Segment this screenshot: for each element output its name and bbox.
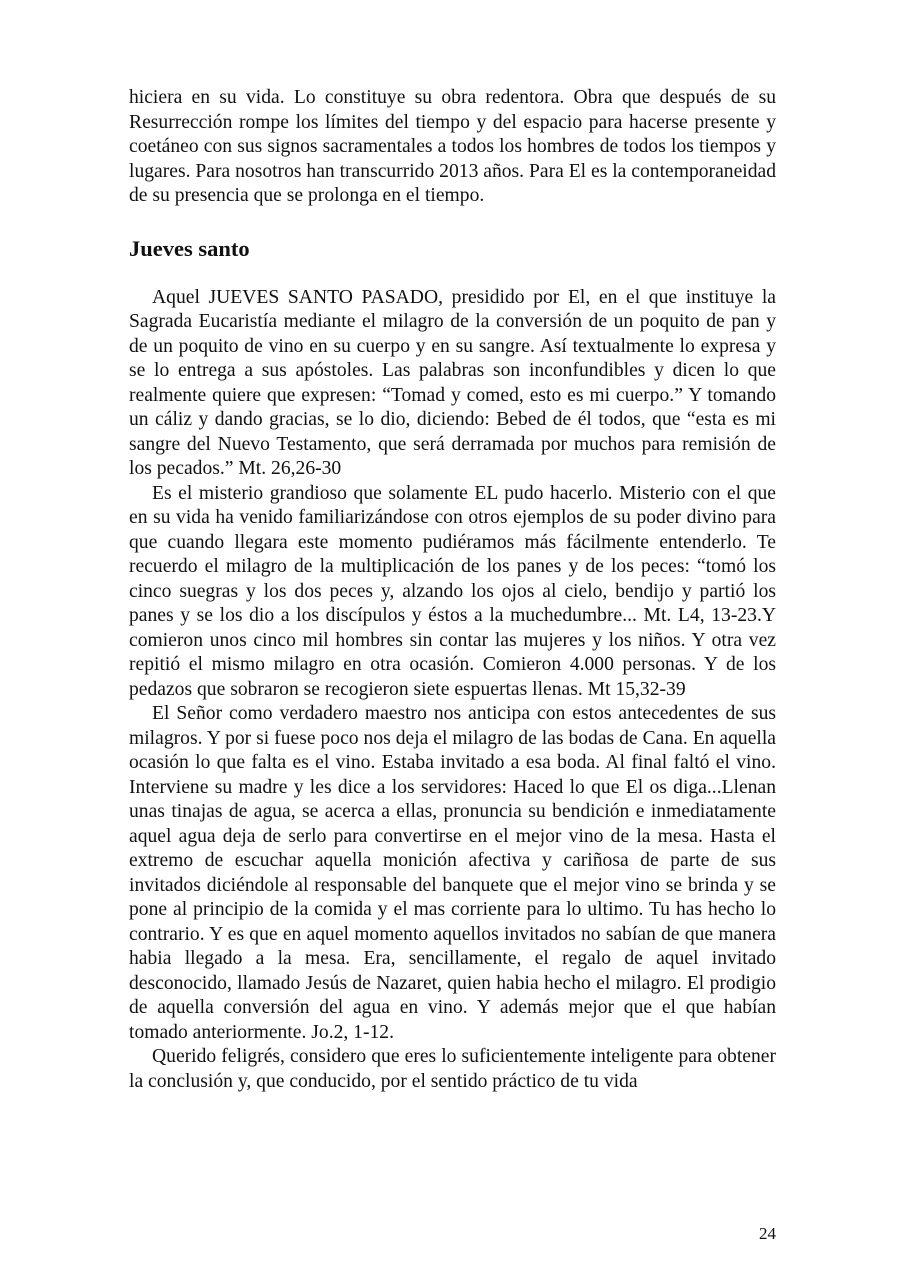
paragraph-3: El Señor como verdadero maestro nos anticipa con estos antecedentes de sus milagros. Y por si fuese poco nos deja el milagro de las bodas de Cana. En aquella ocasión lo que falta es el vino. Estaba invitado a esa boda. Al final faltó el vino. Interviene su madre y les dice a los servidores: Haced lo que El os diga...Llenan unas tinajas de agua, se acerca a ellas, pronuncia su bendición e inmediatamente aquel agua deja de serlo para convertirse en el mejor vino de la mesa. Hasta el extremo de escuchar aquella monición afectiva y cariñosa de parte de sus invitados diciéndole al responsable del banquete que el mejor vino se brinda y se pone al principio de la comida y el mas corriente para lo ultimo. Tu has hecho lo contrario. Y es que en aquel momento aquellos invitados no sabían de que manera habia llegado a la mesa. Era, sencillamente, el regalo de aquel invitado desconocido, llamado Jesús de Nazaret, quien habia hecho el milagro. El prodigio de aquella conversión del agua en vino. Y además mejor que el que habían tomado anteriormente. Jo.2, 1-12. — [129, 703, 776, 1043]
paragraph-continuation: hiciera en su vida. Lo constituye su obra redentora. Obra que después de su Resurrección rompe los límites del tiempo y del espacio para hacerse presente y coetáneo con sus signos sacramentales a todos los hombres de todos los tiempos y lugares. Para nosotros han transcurrido 2013 años. Para El es la contemporaneidad de su presencia que se prolonga en el tiempo. — [129, 87, 776, 206]
paragraph-4: Querido feligrés, considero que eres lo suficientemente inteligente para obtener la conclusión y, que conducido, por el sentido práctico de tu vida — [129, 1046, 776, 1092]
section-heading: Jueves santo — [129, 235, 250, 261]
paragraph-1: Aquel JUEVES SANTO PASADO, presidido por El, en el que instituye la Sagrada Eucaristía mediante el milagro de la conversión de un poquito de pan y de un poquito de vino en su cuerpo y en su sangre. Así textualmente lo expresa y se lo entrega a sus apóstoles. Las palabras son inconfundibles y dicen lo que realmente quiere que expresen: “Tomad y comed, esto es mi cuerpo.” Y tomando un cáliz y dando gracias, se lo dio, diciendo: Bebed de él todos, que “esta es mi sangre del Nuevo Testamento, que será derramada por muchos para remisión de los pecados.” Mt. 26,26-30 — [129, 286, 776, 479]
page-number: 24 — [759, 1224, 776, 1243]
page-body — [129, 86, 776, 1094]
paragraph-2: Es el misterio grandioso que solamente EL pudo hacerlo. Misterio con el que en su vida ha venido familiarizándose con otros ejemplos de su poder divino para que cuando llegara este momento pudiéramos más fácilmente entenderlo. Te recuerdo el milagro de la multiplicación de los panes y de los peces: “tomó los cinco suegras y los dos peces y, alzando los ojos al cielo, bendijo y partió los panes y se los dio a los discípulos y éstos a la muchedumbre... Mt. L4, 13-23.Y comieron unos cinco mil hombres sin contar las mujeres y los niños. Y otra vez repitió el mismo milagro en otra ocasión. Comieron 4.000 personas. Y de los pedazos que sobraron se recogieron siete espuertas llenas. Mt 15,32-39 — [129, 482, 776, 700]
